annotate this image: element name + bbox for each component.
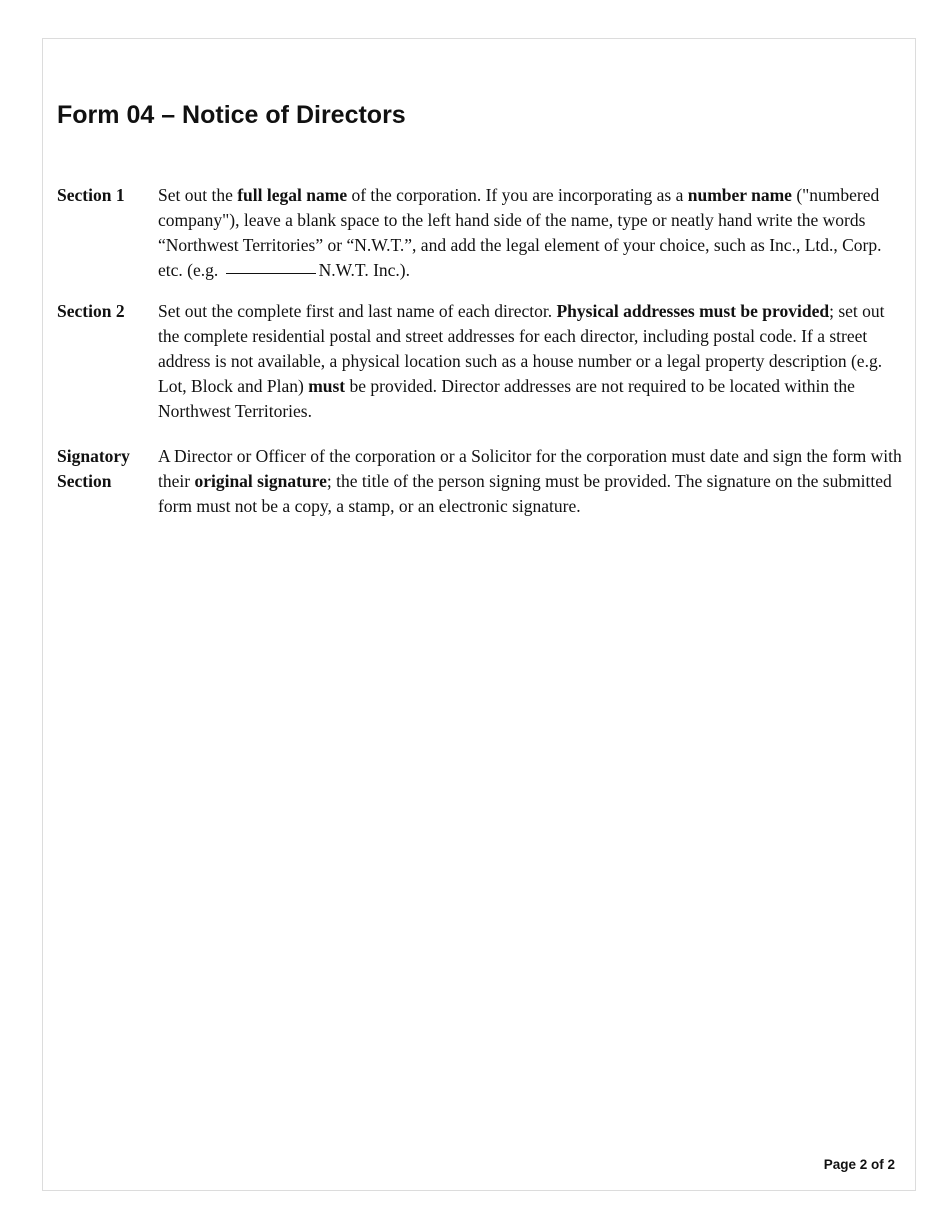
section-1-text-part: of the corporation. If you are incorporating as a xyxy=(347,185,688,205)
section-2-bold-must: must xyxy=(308,376,346,396)
signatory-text-part: A Director or Officer of the corporation or a Solicitor for the corporation must date and sign the form with their xyxy=(158,446,902,491)
section-2-bold-physical-addresses: Physical addresses must be provided xyxy=(556,301,830,321)
document-page xyxy=(42,38,916,1191)
section-2-label: Section 2 xyxy=(57,301,125,321)
section-1-text xyxy=(158,183,905,283)
section-2 xyxy=(57,299,905,424)
section-2-text-part: be provided. Director addresses are not required to be located within the Northwest Territories. xyxy=(158,376,855,421)
signatory-section xyxy=(57,444,905,519)
section-1-bold-full-legal-name: full legal name xyxy=(237,185,348,205)
page-title: Form 04 – Notice of Directors xyxy=(57,101,406,129)
section-1-text-part: N.W.T. Inc.). xyxy=(318,260,410,280)
section-1-bold-number-name: number name xyxy=(687,185,792,205)
section-1-text-part: Set out the xyxy=(158,185,238,205)
section-1-label: Section 1 xyxy=(57,185,125,205)
section-1-text-part: ("numbered company"), leave a blank space to the left hand side of the name, type or neatly hand write the words “Northwest Territories” or “N.W.T.”, and add the legal element of your choice, such as Inc., Ltd., Corp. etc. (e.g. xyxy=(158,185,882,280)
signatory-section-text xyxy=(158,444,905,519)
signatory-label-line2: Section xyxy=(57,471,112,491)
section-2-text-part: ; set out the complete residential postal and street addresses for each director, including postal code. If a street address is not available, a physical location such as a house number or a legal property description (e.g. Lot, Block and Plan) xyxy=(158,301,885,396)
section-2-text-part: Set out the complete first and last name of each director. xyxy=(158,301,557,321)
signatory-text-part: ; the title of the person signing must be provided. The signature on the submitted form must not be a copy, a stamp, or an electronic signature. xyxy=(158,471,892,516)
section-2-text xyxy=(158,299,905,424)
page-number: Page 2 of 2 xyxy=(823,1157,895,1172)
signatory-section-label xyxy=(57,444,158,519)
signatory-bold-original-signature: original signature xyxy=(194,471,327,491)
section-1 xyxy=(57,183,905,283)
signatory-label-line1: Signatory xyxy=(57,446,130,466)
blank-name-line xyxy=(226,272,316,274)
